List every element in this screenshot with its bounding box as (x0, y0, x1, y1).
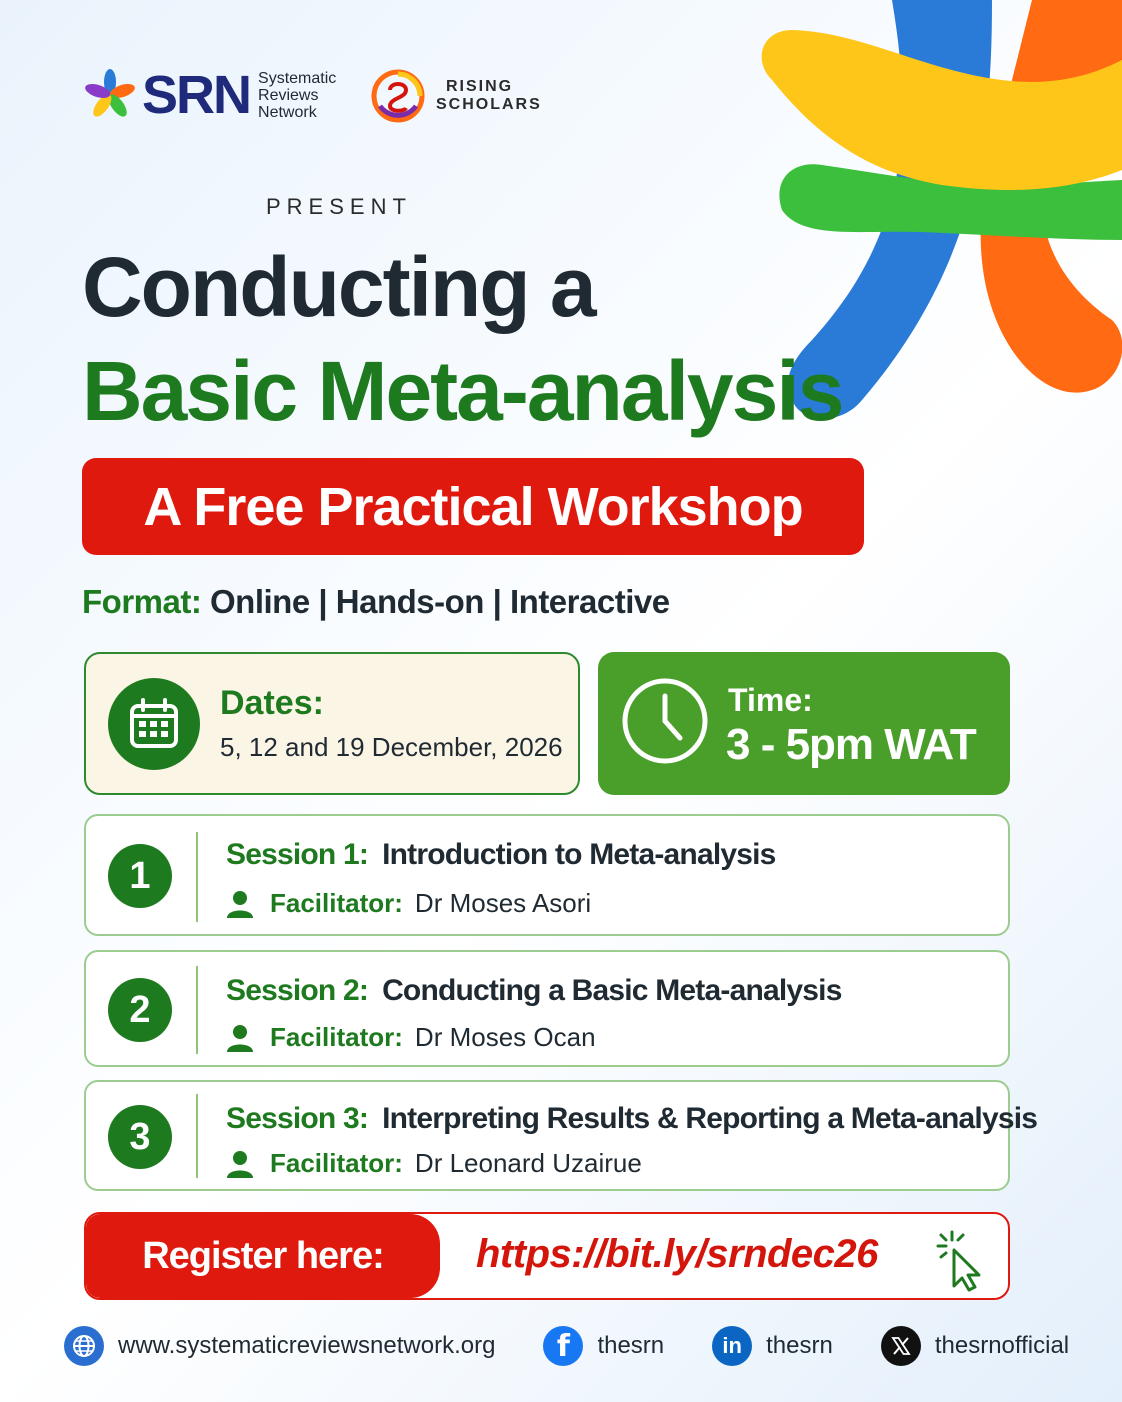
rising-scholars-logo-icon (370, 68, 426, 124)
srn-line-2: Reviews (258, 86, 319, 104)
present-label: PRESENT (266, 194, 412, 219)
person-icon (226, 890, 254, 918)
linkedin-icon: in (712, 1326, 752, 1366)
footer-linkedin[interactable] (712, 1326, 833, 1366)
facebook-handle: thesrn (597, 1332, 665, 1359)
workshop-banner: A Free Practical Workshop (82, 458, 864, 555)
calendar-badge (108, 678, 200, 770)
session-facilitator (226, 1022, 596, 1053)
rising-scholars-text (436, 78, 542, 114)
session-title (226, 838, 776, 872)
srn-logo (84, 65, 337, 125)
session-label: Session 2: (226, 974, 369, 1007)
format-line (82, 583, 670, 621)
time-label: Time: (728, 682, 813, 718)
register-bar[interactable] (84, 1212, 1010, 1300)
session-topic: Introduction to Meta-analysis (382, 838, 776, 871)
session-title (226, 1102, 1037, 1136)
format-value: Online | Hands-on | Interactive (210, 583, 670, 620)
facebook-icon: f (543, 1326, 583, 1366)
srn-acronym: SRN (142, 65, 251, 125)
x-handle: thesrnofficial (934, 1332, 1070, 1359)
session-label: Session 3: (226, 1102, 369, 1135)
globe-icon (64, 1326, 104, 1366)
session-number-badge: 3 (108, 1105, 172, 1169)
rs-line-2: SCHOLARS (436, 96, 542, 113)
rs-line-1: RISING (446, 78, 514, 95)
title-line-1: Conducting a (82, 240, 595, 334)
facilitator-name: Dr Moses Ocan (414, 1022, 596, 1052)
facilitator-label: Facilitator: (270, 1148, 403, 1178)
person-icon (226, 1024, 254, 1052)
person-icon (226, 1150, 254, 1178)
session-number-badge: 2 (108, 978, 172, 1042)
x-icon (881, 1326, 921, 1366)
session-topic: Interpreting Results & Reporting a Meta-analysis (382, 1102, 1038, 1135)
session-label: Session 1: (226, 838, 369, 871)
facilitator-label: Facilitator: (270, 888, 403, 918)
facilitator-label: Facilitator: (270, 1022, 403, 1052)
title-line-2: Basic Meta-analysis (82, 344, 843, 438)
footer (64, 1322, 1070, 1370)
calendar-icon (127, 697, 181, 751)
srn-logo-icon (84, 69, 136, 121)
session-card-3 (84, 1080, 1038, 1191)
session-divider (196, 832, 198, 922)
srn-line-1: Systematic (258, 69, 337, 87)
facilitator-name: Dr Moses Asori (414, 888, 592, 918)
session-number-badge: 1 (108, 844, 172, 908)
cursor-click-icon (932, 1228, 992, 1292)
facilitator-name: Dr Leonard Uzairue (414, 1148, 642, 1178)
footer-website[interactable] (64, 1326, 495, 1366)
session-title (226, 974, 842, 1008)
session-divider (196, 966, 198, 1054)
session-topic: Conducting a Basic Meta-analysis (382, 974, 842, 1007)
register-button[interactable]: Register here: (86, 1214, 440, 1298)
register-link[interactable]: https://bit.ly/srndec26 (476, 1232, 878, 1276)
time-card (598, 652, 1010, 795)
linkedin-handle: thesrn (766, 1332, 833, 1359)
footer-x[interactable] (881, 1326, 1069, 1366)
rising-scholars-logo (370, 68, 542, 124)
time-value: 3 - 5pm WAT (726, 720, 976, 769)
dates-card (84, 652, 580, 795)
dates-label: Dates: (220, 684, 324, 722)
srn-full-name (258, 70, 336, 121)
session-card-2 (84, 950, 1010, 1067)
srn-line-3: Network (258, 103, 317, 121)
session-facilitator (226, 1148, 642, 1179)
website-text: www.systematicreviewsnetwork.org (118, 1332, 496, 1359)
dates-value: 5, 12 and 19 December, 2026 (220, 732, 563, 762)
footer-facebook[interactable] (543, 1326, 664, 1366)
session-card-1 (84, 814, 1010, 936)
clock-icon (620, 676, 710, 766)
session-facilitator (226, 888, 591, 919)
format-label: Format: (82, 583, 202, 620)
session-divider (196, 1094, 198, 1178)
